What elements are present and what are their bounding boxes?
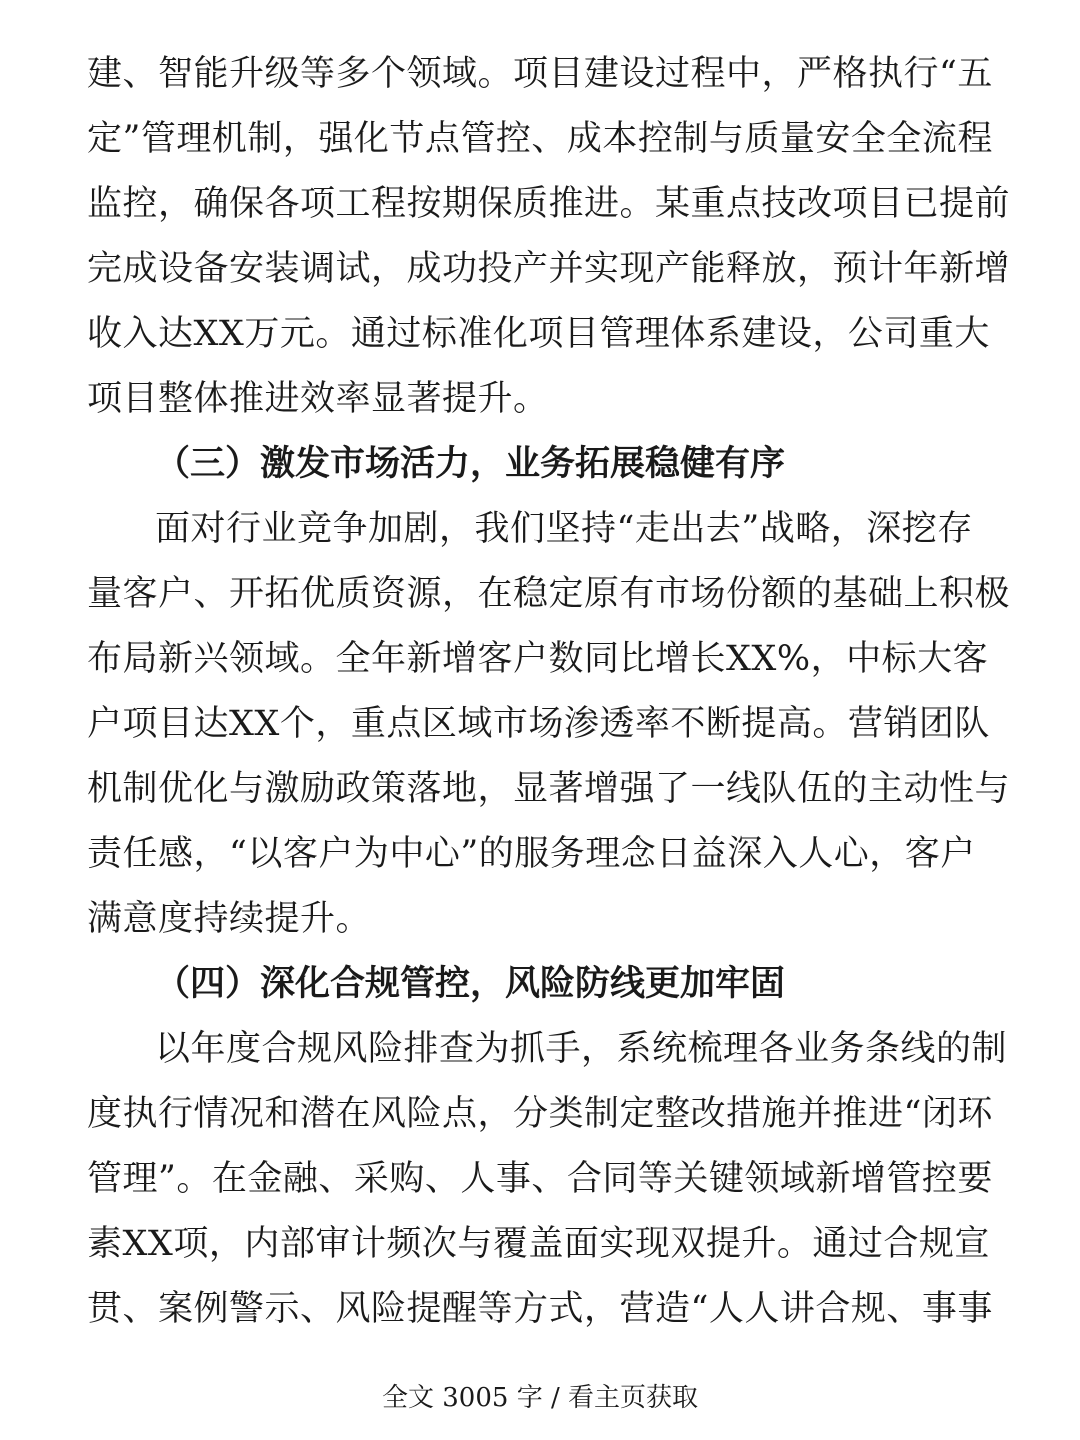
- text-line: 户项目达XX个，重点区域市场渗透率不断提高。营销团队: [87, 704, 990, 744]
- text-line: 责任感，“以客户为中心”的服务理念日益深入人心，客户: [87, 834, 976, 874]
- text-line: 管理”。在金融、采购、人事、合同等关键领域新增管控要: [87, 1159, 993, 1199]
- section-heading-3: （三）激发市场活力，业务拓展稳健有序: [155, 444, 786, 484]
- text-line: 完成设备安装调试，成功投产并实现产能释放，预计年新增: [87, 249, 1011, 289]
- text-line: 满意度持续提升。: [87, 899, 372, 939]
- text-line: 收入达XX万元。通过标准化项目管理体系建设，公司重大: [87, 314, 990, 354]
- footer-note: 全文 3005 字 / 看主页获取: [382, 1383, 698, 1413]
- text-line: 建、智能升级等多个领域。项目建设过程中，严格执行“五: [87, 54, 993, 94]
- text-line: 面对行业竞争加剧，我们坚持“走出去”战略，深挖存: [155, 509, 973, 549]
- document-body: [87, 42, 1011, 1342]
- text-line: 定”管理机制，强化节点管控、成本控制与质量安全全流程: [87, 119, 993, 159]
- text-line: 布局新兴领域。全年新增客户数同比增长XX%，中标大客: [87, 639, 989, 679]
- section-3-paragraph: [87, 497, 1011, 952]
- text-line: 度执行情况和潜在风险点，分类制定整改措施并推进“闭环: [87, 1094, 993, 1134]
- section-heading-4: （四）深化合规管控，风险防线更加牢固: [155, 964, 786, 1004]
- text-line: 以年度合规风险排查为抓手，系统梳理各业务条线的制: [155, 1029, 1008, 1069]
- text-line: 监控，确保各项工程按期保质推进。某重点技改项目已提前: [87, 184, 1011, 224]
- paragraph-continuation: [87, 42, 1011, 432]
- text-line: 量客户、开拓优质资源，在稳定原有市场份额的基础上积极: [87, 574, 1011, 614]
- text-line: 素XX项，内部审计频次与覆盖面实现双提升。通过合规宣: [87, 1224, 990, 1264]
- section-4-paragraph: [87, 1017, 1008, 1342]
- text-line: 贯、案例警示、风险提醒等方式，营造“人人讲合规、事事: [87, 1289, 993, 1329]
- text-line: 机制优化与激励政策落地，显著增强了一线队伍的主动性与: [87, 769, 1011, 809]
- text-line: 项目整体推进效率显著提升。: [87, 379, 549, 419]
